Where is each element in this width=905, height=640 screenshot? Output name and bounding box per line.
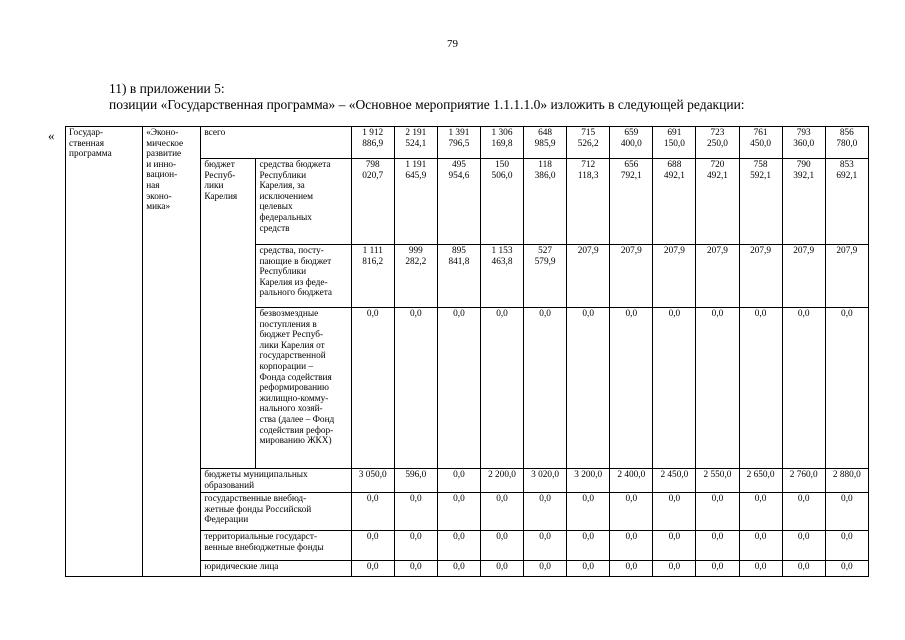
value-cell: 3 020,0 bbox=[524, 469, 567, 493]
value-cell: 3 050,0 bbox=[351, 469, 394, 493]
value-cell: 0,0 bbox=[394, 493, 437, 531]
value-cell: 0,0 bbox=[739, 308, 782, 469]
value-cell: 648 985,9 bbox=[524, 127, 567, 159]
value-cell: 0,0 bbox=[782, 531, 825, 561]
table-row-total bbox=[66, 127, 869, 159]
value-cell: 0,0 bbox=[610, 308, 653, 469]
value-cell: 207,9 bbox=[653, 245, 696, 308]
value-cell: 0,0 bbox=[825, 493, 868, 531]
value-cell: 2 450,0 bbox=[653, 469, 696, 493]
value-cell: 207,9 bbox=[610, 245, 653, 308]
funding-table bbox=[65, 126, 869, 577]
value-cell: 150 506,0 bbox=[480, 159, 523, 245]
value-cell: 0,0 bbox=[696, 308, 739, 469]
value-cell: 1 191 645,9 bbox=[394, 159, 437, 245]
value-cell: 1 912 886,9 bbox=[351, 127, 394, 159]
value-cell: 0,0 bbox=[653, 561, 696, 577]
value-cell: 723 250,0 bbox=[696, 127, 739, 159]
value-cell: 0,0 bbox=[653, 308, 696, 469]
value-cell: 2 191 524,1 bbox=[394, 127, 437, 159]
value-cell: 0,0 bbox=[610, 561, 653, 577]
value-cell: 999 282,2 bbox=[394, 245, 437, 308]
value-cell: 0,0 bbox=[351, 493, 394, 531]
value-cell: 0,0 bbox=[351, 531, 394, 561]
value-cell: 3 200,0 bbox=[567, 469, 610, 493]
value-cell: 659 400,0 bbox=[610, 127, 653, 159]
value-cell: 0,0 bbox=[437, 308, 480, 469]
value-cell: 0,0 bbox=[524, 531, 567, 561]
row-label: государственные внебюд- жетные фонды Российской Федерации bbox=[201, 493, 351, 531]
value-cell: 1 153 463,8 bbox=[480, 245, 523, 308]
value-cell: 0,0 bbox=[480, 531, 523, 561]
value-cell: 0,0 bbox=[394, 561, 437, 577]
value-cell: 0,0 bbox=[524, 493, 567, 531]
row-label: территориальные государст- венные внебюджетные фонды bbox=[201, 531, 351, 561]
value-cell: 207,9 bbox=[739, 245, 782, 308]
value-cell: 0,0 bbox=[437, 531, 480, 561]
row-label: всего bbox=[201, 127, 351, 159]
value-cell: 856 780,0 bbox=[825, 127, 868, 159]
value-cell: 895 841,8 bbox=[437, 245, 480, 308]
value-cell: 0,0 bbox=[782, 561, 825, 577]
value-cell: 596,0 bbox=[394, 469, 437, 493]
value-cell: 0,0 bbox=[696, 493, 739, 531]
value-cell: 793 360,0 bbox=[782, 127, 825, 159]
value-cell: 0,0 bbox=[610, 531, 653, 561]
value-cell: 0,0 bbox=[825, 561, 868, 577]
value-cell: 0,0 bbox=[480, 308, 523, 469]
value-cell: 0,0 bbox=[524, 561, 567, 577]
value-cell: 0,0 bbox=[351, 561, 394, 577]
value-cell: 720 492,1 bbox=[696, 159, 739, 245]
value-cell: 0,0 bbox=[610, 493, 653, 531]
value-cell: 853 692,1 bbox=[825, 159, 868, 245]
value-cell: 2 400,0 bbox=[610, 469, 653, 493]
value-cell: 0,0 bbox=[394, 308, 437, 469]
value-cell: 0,0 bbox=[696, 561, 739, 577]
value-cell: 207,9 bbox=[825, 245, 868, 308]
row-label: бюджеты муниципальных образований bbox=[201, 469, 351, 493]
value-cell: 118 386,0 bbox=[524, 159, 567, 245]
value-cell: 0,0 bbox=[480, 493, 523, 531]
value-cell: 207,9 bbox=[696, 245, 739, 308]
value-cell: 712 118,3 bbox=[567, 159, 610, 245]
value-cell: 0,0 bbox=[825, 531, 868, 561]
value-cell: 0,0 bbox=[653, 531, 696, 561]
value-cell: 790 392,1 bbox=[782, 159, 825, 245]
value-cell: 2 550,0 bbox=[696, 469, 739, 493]
value-cell: 0,0 bbox=[480, 561, 523, 577]
row-label: средства, посту- пающие в бюджет Республики Карелия из феде- рального бюджета bbox=[256, 245, 351, 308]
value-cell: 1 111 816,2 bbox=[351, 245, 394, 308]
value-cell: 2 760,0 bbox=[782, 469, 825, 493]
value-cell: 0,0 bbox=[782, 308, 825, 469]
value-cell: 0,0 bbox=[437, 561, 480, 577]
value-cell: 2 880,0 bbox=[825, 469, 868, 493]
value-cell: 0,0 bbox=[567, 493, 610, 531]
value-cell: 0,0 bbox=[653, 493, 696, 531]
row-label: безвозмездные поступления в бюджет Респуб- лики Карелия от государственной корпорации – Фонда содействия реформированию жилищно-комму- нального хозяй- ства (далее – Фонд содействия рефор- мированию ЖКХ) bbox=[256, 308, 351, 469]
value-cell: 207,9 bbox=[782, 245, 825, 308]
value-cell: 1 306 169,8 bbox=[480, 127, 523, 159]
value-cell: 656 792,1 bbox=[610, 159, 653, 245]
value-cell: 798 020,7 bbox=[351, 159, 394, 245]
value-cell: 495 954,6 bbox=[437, 159, 480, 245]
value-cell: 0,0 bbox=[825, 308, 868, 469]
value-cell: 0,0 bbox=[567, 531, 610, 561]
value-cell: 2 200,0 bbox=[480, 469, 523, 493]
value-cell: 715 526,2 bbox=[567, 127, 610, 159]
value-cell: 0,0 bbox=[524, 308, 567, 469]
row-label: средства бюджета Республики Карелия, за исключением целевых федеральных средств bbox=[256, 159, 351, 245]
value-cell: 691 150,0 bbox=[653, 127, 696, 159]
value-cell: 207,9 bbox=[567, 245, 610, 308]
value-cell: 758 592,1 bbox=[739, 159, 782, 245]
program-name-cell: «Эконо- мическое развитие и инно- вацион- ная эконо- мика» bbox=[143, 127, 201, 577]
value-cell: 0,0 bbox=[739, 561, 782, 577]
value-cell: 0,0 bbox=[351, 308, 394, 469]
intro-line-2: позиции «Государственная программа» – «Основное мероприятие 1.1.1.1.0» изложить в следующей редакции: bbox=[109, 97, 745, 112]
value-cell: 0,0 bbox=[567, 308, 610, 469]
value-cell: 0,0 bbox=[437, 469, 480, 493]
value-cell: 0,0 bbox=[567, 561, 610, 577]
value-cell: 0,0 bbox=[739, 493, 782, 531]
value-cell: 761 450,0 bbox=[739, 127, 782, 159]
value-cell: 527 579,9 bbox=[524, 245, 567, 308]
value-cell: 2 650,0 bbox=[739, 469, 782, 493]
value-cell: 0,0 bbox=[696, 531, 739, 561]
value-cell: 0,0 bbox=[782, 493, 825, 531]
value-cell: 0,0 bbox=[739, 531, 782, 561]
value-cell: 0,0 bbox=[394, 531, 437, 561]
page-number: 79 bbox=[447, 38, 458, 50]
open-quote: « bbox=[48, 128, 55, 143]
intro-line-1: 11) в приложении 5: bbox=[109, 81, 225, 96]
program-type-cell: Государ- ственная программа bbox=[66, 127, 143, 577]
value-cell: 0,0 bbox=[437, 493, 480, 531]
budget-group-label: бюджет Респуб- лики Карелия bbox=[201, 159, 256, 469]
value-cell: 688 492,1 bbox=[653, 159, 696, 245]
value-cell: 1 391 796,5 bbox=[437, 127, 480, 159]
row-label: юридические лица bbox=[201, 561, 351, 577]
